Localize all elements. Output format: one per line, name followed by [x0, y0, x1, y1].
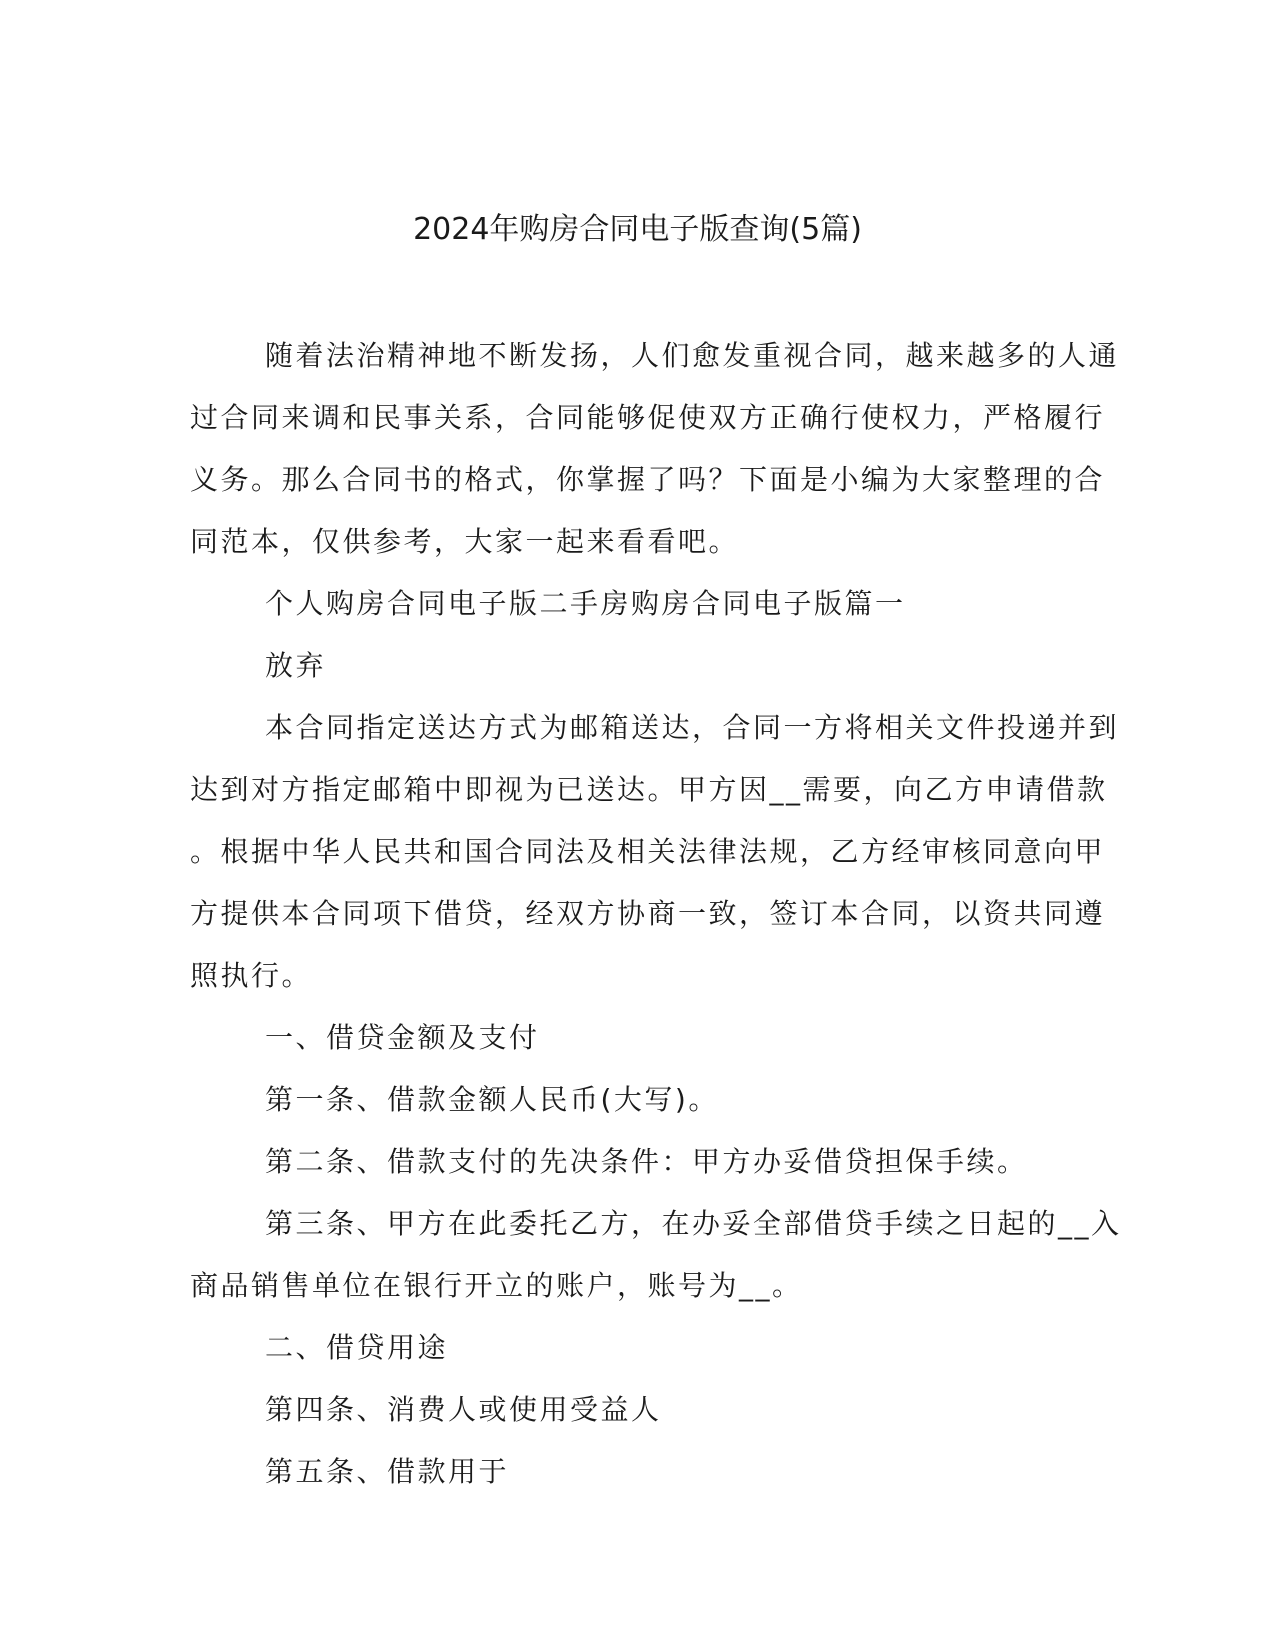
document-title: 2024年购房合同电子版查询(5篇): [413, 212, 862, 247]
article-3-line-1: 第三条、甲方在此委托乙方，在办妥全部借贷手续之日起的__入: [265, 1207, 1122, 1240]
article-2: 第二条、借款支付的先决条件：甲方办妥借贷担保手续。: [265, 1145, 1028, 1178]
delivery-paragraph: [190, 697, 1120, 1007]
section-title: 个人购房合同电子版二手房购房合同电子版篇一: [265, 587, 906, 620]
article-3: [190, 1193, 1122, 1317]
delivery-line-3: 。根据中华人民共和国合同法及相关法律法规，乙方经审核同意向甲: [190, 835, 1106, 868]
delivery-line-5: 照执行。: [190, 959, 313, 992]
heading-loan-amount: 一、借贷金额及支付: [265, 1021, 540, 1054]
article-4: 第四条、消费人或使用受益人: [265, 1393, 662, 1426]
intro-line-2: 过合同来调和民事关系，合同能够促使双方正确行使权力，严格履行: [190, 401, 1106, 434]
delivery-line-1: 本合同指定送达方式为邮箱送达，合同一方将相关文件投递并到: [265, 711, 1120, 744]
intro-line-1: 随着法治精神地不断发扬，人们愈发重视合同，越来越多的人通: [265, 339, 1120, 372]
article-3-line-2: 商品销售单位在银行开立的账户，账号为__。: [190, 1269, 803, 1302]
article-1: 第一条、借款金额人民币(大写)。: [265, 1083, 719, 1116]
delivery-line-2: 达到对方指定邮箱中即视为已送达。甲方因__需要，向乙方申请借款: [190, 773, 1108, 806]
document-body: [190, 325, 1122, 1503]
delivery-line-4: 方提供本合同项下借贷，经双方协商一致，签订本合同，以资共同遵: [190, 897, 1106, 930]
intro-line-3: 义务。那么合同书的格式，你掌握了吗？下面是小编为大家整理的合: [190, 463, 1106, 496]
waiver-heading: 放弃: [265, 649, 327, 682]
article-5: 第五条、借款用于: [265, 1455, 510, 1488]
heading-loan-purpose: 二、借贷用途: [265, 1331, 449, 1364]
intro-line-4: 同范本，仅供参考，大家一起来看看吧。: [190, 525, 740, 558]
intro-paragraph: [190, 325, 1120, 573]
